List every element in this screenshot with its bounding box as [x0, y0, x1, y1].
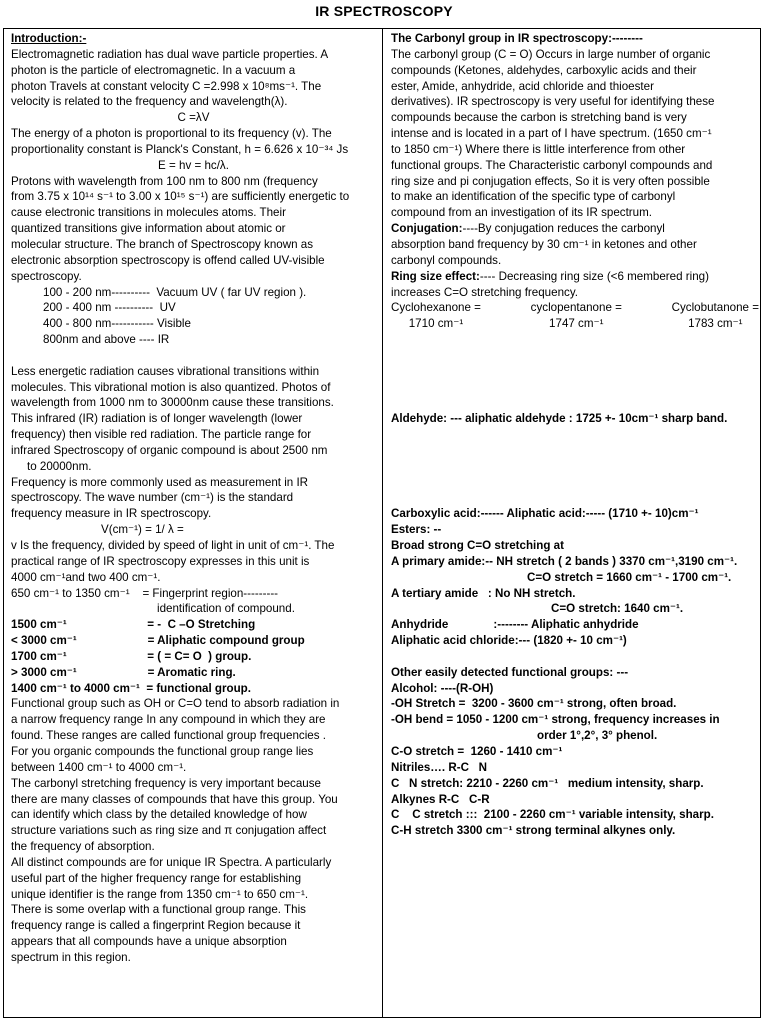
text-line: The carbonyl stretching frequency is very important because [11, 776, 321, 790]
formula-line: V(cm⁻¹) = 1/ λ = [101, 523, 184, 537]
formula-line: E = hv = hc/λ. [158, 158, 229, 172]
ring-size-table [391, 300, 759, 332]
text-line: identification of compound. [157, 602, 295, 616]
text-line: photon is the particle of electromagnetic. In a vacuum a [11, 63, 296, 77]
text-line: velocity is related to the frequency and wavelength(λ). [11, 95, 288, 109]
acid-chloride-line: Aliphatic acid chloride:--- (1820 +- 10 cm⁻¹) [391, 634, 627, 648]
text-line: frequency) then visible red radiation. The particle range for [11, 428, 312, 442]
text-line: useful part of the higher frequency range for establishing [11, 871, 302, 885]
text-line: can identify which class by the detailed knowledge of how [11, 808, 307, 822]
text-line: spectroscopy. The wave number (cm⁻¹) is the standard [11, 491, 294, 505]
text-line: electronic absorption spectroscopy is offend called UV-visible [11, 253, 325, 267]
text-line: 1400 cm⁻¹ to 4000 cm⁻¹ = functional group. [11, 681, 251, 695]
text-line: compounds because the carbon is stretching band is very [391, 111, 687, 125]
text-line: frequency range is called a fingerprint Region because it [11, 919, 301, 933]
text-line: molecules. This vibrational motion is also quantized. Photos of [11, 380, 331, 394]
aldehyde-line: Aldehyde: --- aliphatic aldehyde : 1725 +- 10cm⁻¹ sharp band. [391, 412, 728, 426]
text-line: C C stretch ::: 2100 - 2260 cm⁻¹ variable intensity, sharp. [391, 808, 714, 822]
text-line: to make an identification of the specific type of carbonyl [391, 190, 676, 204]
text-line: practical range of IR spectroscopy expresses in this unit is [11, 554, 310, 568]
text-line: to 20000nm. [27, 459, 92, 473]
ring-name: Cyclohexanone = [391, 301, 481, 315]
carboxylic-acid-line: Carboxylic acid:------ Aliphatic acid:----- (1710 +- 10)cm⁻¹ [391, 507, 699, 521]
text-line: frequency measure in IR spectroscopy. [11, 507, 212, 521]
text-line: Less energetic radiation causes vibrational transitions within [11, 364, 320, 378]
text-line: spectrum in this region. [11, 950, 131, 964]
text-line: order 1°,2°, 3° phenol. [537, 729, 658, 743]
text-line: cause electronic transitions in molecules atoms. Their [11, 206, 286, 220]
left-column [11, 31, 376, 966]
text-line: 1700 cm⁻¹ = ( = C= O ) group. [11, 649, 252, 663]
ring-entry [531, 300, 622, 332]
text-line: C=O stretch: 1640 cm⁻¹. [551, 602, 684, 616]
text-line: -OH bend = 1050 - 1200 cm⁻¹ strong, frequency increases in [391, 713, 720, 727]
text-line: quantized transitions give information about atomic or [11, 222, 286, 236]
ring-value: 1747 cm⁻¹ [549, 317, 604, 331]
alkynes-line: Alkynes R-C C-R [391, 792, 490, 806]
text-line: increases C=O stretching frequency. [391, 285, 578, 299]
text-line: functional groups. The Characteristic carbonyl compounds and [391, 158, 713, 172]
text-line: C=O stretch = 1660 cm⁻¹ - 1700 cm⁻¹. [527, 570, 732, 584]
text-line: molecular structure. The branch of Spectroscopy known as [11, 237, 314, 251]
other-groups-heading: Other easily detected functional groups: --- [391, 665, 629, 679]
primary-amide-line: A primary amide:-- NH stretch ( 2 bands ) 3370 cm⁻¹,3190 cm⁻¹. [391, 554, 738, 568]
text-line: For you organic compounds the functional group range lies [11, 744, 314, 758]
text-line: ring size and pi conjugation effects, So it is very often possible [391, 174, 710, 188]
text-line [391, 221, 759, 237]
alcohol-line: Alcohol: ----(R-OH) [391, 681, 494, 695]
text-line: 1500 cm⁻¹ = - C –O Stretching [11, 618, 256, 632]
ring-name: Cyclobutanone = [671, 301, 759, 315]
text-line: a narrow frequency range In any compound in which they are [11, 713, 326, 727]
conjugation-label: Conjugation: [391, 222, 463, 236]
text-line: There is some overlap with a functional group range. This [11, 903, 306, 917]
text-line: compound from an investigation of its IR spectrum. [391, 206, 652, 220]
text-line: from 3.75 x 10¹⁴ s⁻¹ to 3.00 x 10¹⁵ s⁻¹) are sufficiently energetic to [11, 190, 350, 204]
text-span: ----By conjugation reduces the carbonyl [462, 222, 665, 236]
range-line: 200 - 400 nm ---------- UV [43, 301, 176, 315]
text-line: unique identifier is the range from 1350 cm⁻¹ to 650 cm⁻¹. [11, 887, 309, 901]
column-divider [382, 28, 383, 1018]
text-line: to 1850 cm⁻¹) Where there is little interference from other [391, 142, 686, 156]
text-line: proportionality constant is Planck's Constant, h = 6.626 x 10⁻³⁴ Js [11, 142, 349, 156]
carbonyl-heading: The Carbonyl group in IR spectroscopy:-------- [391, 32, 643, 45]
text-line: C-H stretch 3300 cm⁻¹ strong terminal alkynes only. [391, 824, 676, 838]
text-line: structure variations such as ring size and π conjugation affect [11, 824, 327, 838]
text-line: between 1400 cm⁻¹ to 4000 cm⁻¹. [11, 760, 187, 774]
text-span: ---- Decreasing ring size (<6 membered ring) [479, 269, 709, 283]
text-line: 4000 cm⁻¹and two 400 cm⁻¹. [11, 570, 161, 584]
text-line: appears that all compounds have a unique absorption [11, 935, 287, 949]
esters-line: Esters: -- [391, 523, 442, 537]
ring-entry [672, 300, 759, 332]
text-line [391, 269, 759, 285]
text-line: found. These ranges are called functional group frequencies . [11, 729, 326, 743]
text-line: Functional group such as OH or C=O tend to absorb radiation in [11, 697, 340, 711]
ring-size-label: Ring size effect: [391, 269, 480, 283]
tertiary-amide-line: A tertiary amide : No NH stretch. [391, 586, 576, 600]
ring-value: 1783 cm⁻¹ [688, 317, 743, 331]
text-line: absorption band frequency by 30 cm⁻¹ in ketones and other [391, 237, 697, 251]
text-line: wavelength from 1000 nm to 30000nm cause these transitions. [11, 396, 334, 410]
text-line: C N stretch: 2210 - 2260 cm⁻¹ medium intensity, sharp. [391, 776, 704, 790]
text-line: All distinct compounds are for unique IR Spectra. A particularly [11, 855, 332, 869]
document-title: IR SPECTROSCOPY [315, 3, 453, 19]
text-line: infrared Spectroscopy of organic compound is about 2500 nm [11, 443, 328, 457]
formula-line: C =λV [177, 111, 210, 125]
text-line: > 3000 cm⁻¹ = Aromatic ring. [11, 665, 236, 679]
text-line: ester, Amide, anhydride, acid chloride and thioester [391, 79, 654, 93]
ring-value: 1710 cm⁻¹ [408, 317, 464, 331]
introduction-heading: Introduction:- [11, 32, 87, 45]
anhydride-line: Anhydride :-------- Aliphatic anhydride [391, 618, 639, 632]
text-line: 650 cm⁻¹ to 1350 cm⁻¹ = Fingerprint region--------- [11, 586, 279, 600]
text-line: Protons with wavelength from 100 nm to 800 nm (frequency [11, 174, 318, 188]
ring-name: cyclopentanone = [530, 301, 622, 315]
right-column [391, 31, 759, 839]
text-line: the frequency of absorption. [11, 840, 155, 854]
text-line: intense and is located in a part of I have spectrum. (1650 cm⁻¹ [391, 127, 712, 141]
text-line: The carbonyl group (C = O) Occurs in large number of organic [391, 47, 711, 61]
text-line: derivatives). IR spectroscopy is very useful for identifying these [391, 95, 715, 109]
range-line: 400 - 800 nm----------- Visible [43, 317, 191, 331]
text-line: Electromagnetic radiation has dual wave particle properties. A [11, 47, 329, 61]
text-line: -OH Stretch = 3200 - 3600 cm⁻¹ strong, often broad. [391, 697, 677, 711]
nitriles-line: Nitriles…. R-C N [391, 760, 487, 774]
text-line: < 3000 cm⁻¹ = Aliphatic compound group [11, 634, 305, 648]
text-line: carbonyl compounds. [391, 253, 502, 267]
text-line: photon Travels at constant velocity C =2.998 x 10⁸ms⁻¹. The [11, 79, 322, 93]
range-line: 100 - 200 nm---------- Vacuum UV ( far UV region ). [43, 285, 307, 299]
text-line: v Is the frequency, divided by speed of light in unit of cm⁻¹. The [11, 539, 335, 552]
text-line: spectroscopy. [11, 269, 82, 283]
text-line: Broad strong C=O stretching at [391, 539, 564, 552]
text-line: Frequency is more commonly used as measurement in IR [11, 475, 309, 489]
text-line: The energy of a photon is proportional to its frequency (v). The [11, 127, 332, 141]
text-line: there are many classes of compounds that have this group. You [11, 792, 338, 806]
ring-entry [391, 300, 481, 332]
text-line: C-O stretch = 1260 - 1410 cm⁻¹ [391, 744, 563, 758]
text-line: compounds (Ketones, aldehydes, carboxylic acids and their [391, 63, 697, 77]
text-line: This infrared (IR) radiation is of longer wavelength (lower [11, 412, 303, 426]
range-line: 800nm and above ---- IR [43, 333, 170, 347]
